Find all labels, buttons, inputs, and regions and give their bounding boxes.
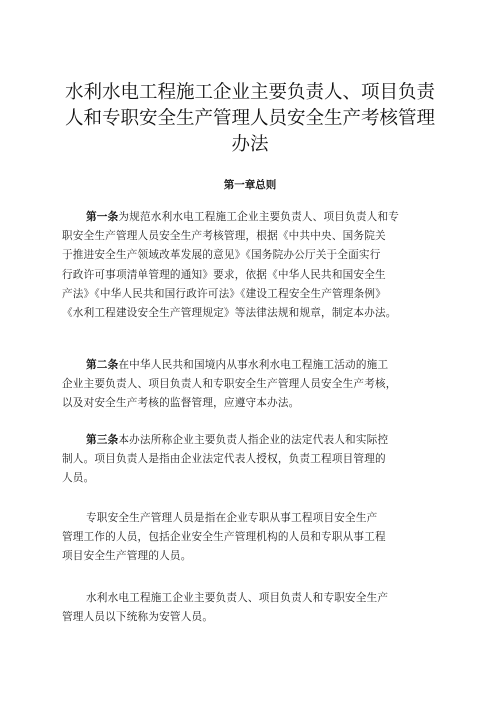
paragraph-line: 水利水电工程施工企业主要负责人、项目负责人和专职安全生产 [86, 592, 389, 604]
document-title [60, 80, 440, 158]
paragraph-line: 项目安全生产管理的人员。 [62, 550, 192, 563]
paragraph-5 [62, 589, 452, 627]
paragraph-line: 职安全生产管理人员安全生产考核管理，根据《中共中央、国务院关 [62, 230, 386, 243]
article-label: 第二条 [86, 359, 119, 371]
paragraph-text: 本办法所称企业主要负责人指企业的法定代表人和实际控 [118, 434, 389, 446]
article-label: 第一条 [86, 211, 119, 223]
article-2 [62, 356, 452, 414]
paragraph-line: 产法》《中华人民共和国行政许可法》《建设工程安全生产管理条例》 [62, 287, 387, 300]
title-line: 办法 [231, 134, 269, 155]
paragraph-text: 在中华人民共和国境内从事水利水电工程施工活动的施工 [118, 359, 389, 371]
paragraph-4 [62, 509, 452, 567]
title-line: 水利水电工程施工企业主要负责人、项目负责 [64, 82, 435, 103]
paragraph-line: 《水利工程建设安全生产管理规定》等法律法规和规章，制定本办法。 [62, 307, 397, 320]
paragraph-line: 管理工作的人员，包括企业安全生产管理机构的人员和专职从事工程 [62, 531, 386, 544]
paragraph-line: 专职安全生产管理人员是指在企业专职从事工程项目安全生产 [86, 512, 378, 524]
paragraph-line [62, 431, 452, 450]
article-1 [62, 208, 452, 323]
chapter-heading: 第一章总则 [223, 179, 277, 191]
paragraph-line: 人员。 [62, 472, 95, 485]
paragraph-line [62, 208, 452, 227]
paragraph-line: 行政许可事项清单管理的通知》要求，依据《中华人民共和国安全生 [62, 268, 386, 281]
paragraph-line [62, 356, 452, 375]
paragraph-line: 制人。项目负责人是指由企业法定代表人授权，负责工程项目管理的 [62, 453, 386, 466]
article-3 [62, 431, 452, 489]
paragraph-line: 以及对安全生产考核的监督管理，应遵守本办法。 [62, 397, 300, 410]
paragraph-line: 于推进安全生产领域改革发展的意见》《国务院办公厅关于全面实行 [62, 249, 381, 262]
paragraph-text: 为规范水利水电工程施工企业主要负责人、项目负责人和专 [118, 211, 400, 223]
article-label: 第三条 [86, 434, 119, 446]
paragraph-line: 管理人员以下统称为安管人员。 [62, 611, 214, 624]
paragraph-line: 企业主要负责人、项目负责人和专职安全生产管理人员安全生产考核， [62, 378, 397, 391]
title-line: 人和专职安全生产管理人员安全生产考核管理 [64, 108, 435, 129]
